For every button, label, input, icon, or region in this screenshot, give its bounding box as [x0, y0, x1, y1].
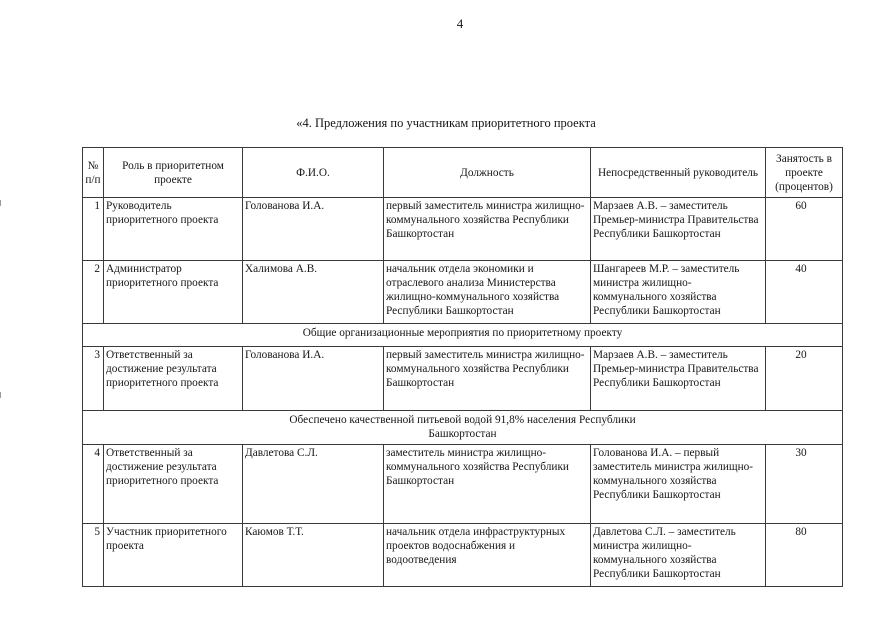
table-header-row — [83, 148, 843, 198]
section-title-water-cell — [83, 411, 843, 445]
table-row — [83, 445, 843, 524]
row-position: заместитель министра жилищно-коммунального хозяйства Республики Башкортостан — [384, 445, 591, 524]
header-fio: Ф.И.О. — [243, 148, 384, 198]
section-row — [83, 324, 843, 347]
row-employment: 40 — [766, 261, 843, 324]
row-fio: Голованова И.А. — [243, 198, 384, 261]
section-row — [83, 411, 843, 445]
table-row — [83, 198, 843, 261]
row-role: Ответственный за достижение результата приоритетного проекта — [104, 445, 243, 524]
table-row — [83, 347, 843, 411]
row-role: Руководитель приоритетного проекта — [104, 198, 243, 261]
row-manager: Марзаев А.В. – заместитель Премьер-министра Правительства Республики Башкортостан — [591, 198, 766, 261]
row-manager: Давлетова С.Л. – заместитель министра жилищно-коммунального хозяйства Республики Башкортостан — [591, 524, 766, 587]
scan-edge-mark — [0, 392, 1, 398]
header-manager: Непосредственный руководитель — [591, 148, 766, 198]
row-employment: 20 — [766, 347, 843, 411]
row-num: 1 — [83, 198, 104, 261]
header-role: Роль в приоритетном проекте — [104, 148, 243, 198]
row-fio: Голованова И.А. — [243, 347, 384, 411]
row-fio: Давлетова С.Л. — [243, 445, 384, 524]
section-heading: «4. Предложения по участникам приоритетного проекта — [296, 116, 596, 130]
row-employment: 80 — [766, 524, 843, 587]
row-position: первый заместитель министра жилищно-коммунального хозяйства Республики Башкортостан — [384, 198, 591, 261]
participants-table — [82, 147, 843, 587]
row-fio: Каюмов Т.Т. — [243, 524, 384, 587]
row-employment: 60 — [766, 198, 843, 261]
section-title-general: Общие организационные мероприятия по приоритетному проекту — [83, 324, 843, 347]
header-position: Должность — [384, 148, 591, 198]
table-row — [83, 524, 843, 587]
row-num: 2 — [83, 261, 104, 324]
header-employment: Занятость в проекте (процентов) — [766, 148, 843, 198]
header-num: № п/п — [83, 148, 104, 198]
row-position: начальник отдела экономики и отраслевого анализа Министерства жилищно-коммунального хозяйства Республики Башкортостан — [384, 261, 591, 324]
row-role: Администратор приоритетного проекта — [104, 261, 243, 324]
row-role: Участник приоритетного проекта — [104, 524, 243, 587]
row-num: 4 — [83, 445, 104, 524]
row-role: Ответственный за достижение результата приоритетного проекта — [104, 347, 243, 411]
row-manager: Марзаев А.В. – заместитель Премьер-министра Правительства Республики Башкортостан — [591, 347, 766, 411]
page-number: 4 — [456, 16, 464, 31]
row-position: первый заместитель министра жилищно-коммунального хозяйства Республики Башкортостан — [384, 347, 591, 411]
row-employment: 30 — [766, 445, 843, 524]
section-title-water: Обеспечено качественной питьевой водой 91,8% населения Республики Башкортостан — [289, 414, 636, 440]
row-position: начальник отдела инфраструктурных проектов водоснабжения и водоотведения — [384, 524, 591, 587]
row-num: 3 — [83, 347, 104, 411]
row-num: 5 — [83, 524, 104, 587]
table-row — [83, 261, 843, 324]
row-fio: Халимова А.В. — [243, 261, 384, 324]
row-manager: Голованова И.А. – первый заместитель министра жилищно-коммунального хозяйства Республики Башкортостан — [591, 445, 766, 524]
scan-edge-mark — [0, 200, 1, 206]
row-manager: Шангареев М.Р. – заместитель министра жилищно-коммунального хозяйства Республики Башкортостан — [591, 261, 766, 324]
